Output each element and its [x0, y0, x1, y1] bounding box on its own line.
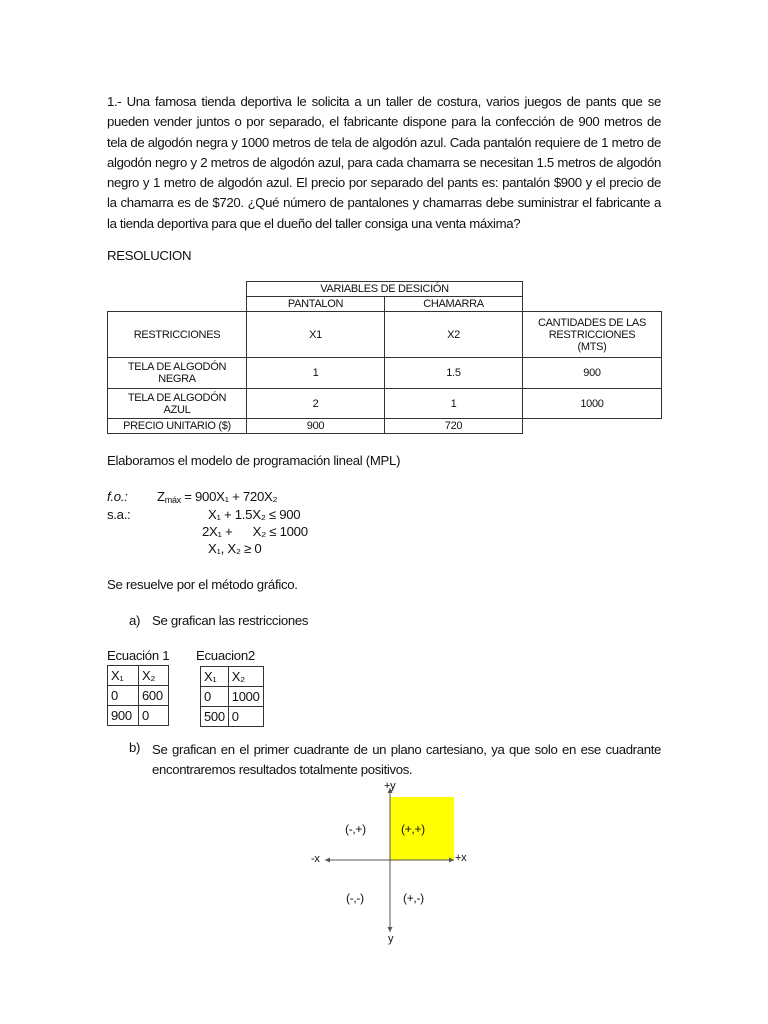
table-row-header-label: RESTRICCIONES: [108, 312, 247, 358]
table-row: 900 0: [108, 706, 169, 726]
table-cell-label: TELA DE ALGODÓN AZUL: [108, 389, 247, 419]
table-row-header-x2: X2: [385, 312, 523, 358]
table-cell-label: TELA DE ALGODÓN NEGRA: [108, 358, 247, 389]
table-row-header-x1: X1: [247, 312, 385, 358]
eq1-header-x2: X₂: [139, 666, 169, 686]
table-row: [108, 389, 662, 419]
table-row-header-qty: CANTIDADES DE LAS RESTRICCIONES (MTS): [523, 312, 662, 358]
quadrant-3-label: (-,-): [346, 891, 364, 905]
table-cell-x2: 1.5: [385, 358, 523, 389]
decision-variables-table: [107, 281, 662, 434]
table-cell-qty: 900: [523, 358, 662, 389]
non-negativity: X₁, X₂ ≥ 0: [208, 541, 262, 556]
eq2-table: [200, 666, 264, 727]
objective-function: $Z_{máx} = 900X_1 + 720X_2$: [157, 489, 278, 505]
quadrant-2-label: (-,+): [345, 822, 366, 836]
fo-label: f.o.:: [107, 489, 128, 504]
x-arrow-right-icon: [449, 858, 454, 863]
eq1-title: Ecuación 1: [107, 648, 170, 663]
table-cell-x1: 2: [247, 389, 385, 419]
step-a-text: Se grafican las restricciones: [152, 613, 309, 628]
constraint-1: X₁ + 1.5X₂ ≤ 900: [208, 507, 301, 522]
quadrant-4-label: (+,-): [403, 891, 424, 905]
cartesian-plane: [300, 780, 480, 950]
method-text: Se resuelve por el método gráfico.: [107, 577, 298, 592]
quadrant-1-label: (+,+): [401, 822, 425, 836]
table-row: [201, 667, 264, 687]
neg-x-label: -x: [311, 853, 320, 865]
table-row: [108, 419, 662, 434]
eq2-header-x2: X₂: [228, 667, 263, 687]
table-col-chamarra: CHAMARRA: [385, 297, 523, 312]
constraint-2: 2X₁ + X₂ ≤ 1000: [202, 524, 308, 539]
eq2-header-x1: X₁: [201, 667, 229, 687]
eq2-title: Ecuacion2: [196, 648, 255, 663]
table-row: 0 1000: [201, 687, 264, 707]
table-group-header: VARIABLES DE DESICIÓN: [247, 282, 523, 297]
pos-x-label: +x: [455, 852, 467, 864]
problem-statement: 1.- Una famosa tienda deportiva le solicita a un taller de costura, varios juegos de pants que se pueden vender juntos o por separado, el fabricante dispone para la confección de 900 metros de tela de algodón negra y 1000 metros de tela de algodón azul. Cada pantalón requiere de 1 metro de algodón negro y 2 metros de algodón azul, para cada chamarra se necesitan 1.5 metros de algodón negro y 1 metro de algodón azul. El precio por separado del pants es: pantalón $900 y el precio de la chamarra es de $720. ¿Qué número de pantalones y chamarras debe suministrar el fabricante a la tienda deportiva para que el dueño del taller consiga una venta máxima?: [107, 94, 661, 231]
step-b-marker: b): [129, 740, 141, 755]
step-b-text: Se grafican en el primer cuadrante de un plano cartesiano, ya que solo en ese cuadrante encontraremos resultados totalmente positivos.: [152, 742, 661, 778]
table-cell-qty: 1000: [523, 389, 662, 419]
table-row: [108, 358, 662, 389]
eq1-table: [107, 665, 169, 726]
axes: [300, 780, 480, 950]
neg-y-label: y: [388, 933, 394, 945]
eq1-header-x1: X₁: [108, 666, 139, 686]
pos-y-label: +y: [384, 780, 396, 792]
model-intro: Elaboramos el modelo de programación lineal (MPL): [107, 453, 401, 468]
table-row: [108, 666, 169, 686]
step-a-marker: a): [129, 613, 141, 628]
y-arrow-down-icon: [388, 927, 393, 932]
table-cell-x2: 720: [385, 419, 523, 434]
table-cell-x1: 1: [247, 358, 385, 389]
sa-label: s.a.:: [107, 507, 131, 522]
table-cell-x2: 1: [385, 389, 523, 419]
table-col-pantalon: PANTALON: [247, 297, 385, 312]
x-arrow-left-icon: [325, 858, 330, 863]
table-row: 0 600: [108, 686, 169, 706]
table-cell-x1: 900: [247, 419, 385, 434]
table-row: 500 0: [201, 707, 264, 727]
table-cell-label: PRECIO UNITARIO ($): [108, 419, 247, 434]
resolucion-heading: RESOLUCION: [107, 248, 192, 263]
